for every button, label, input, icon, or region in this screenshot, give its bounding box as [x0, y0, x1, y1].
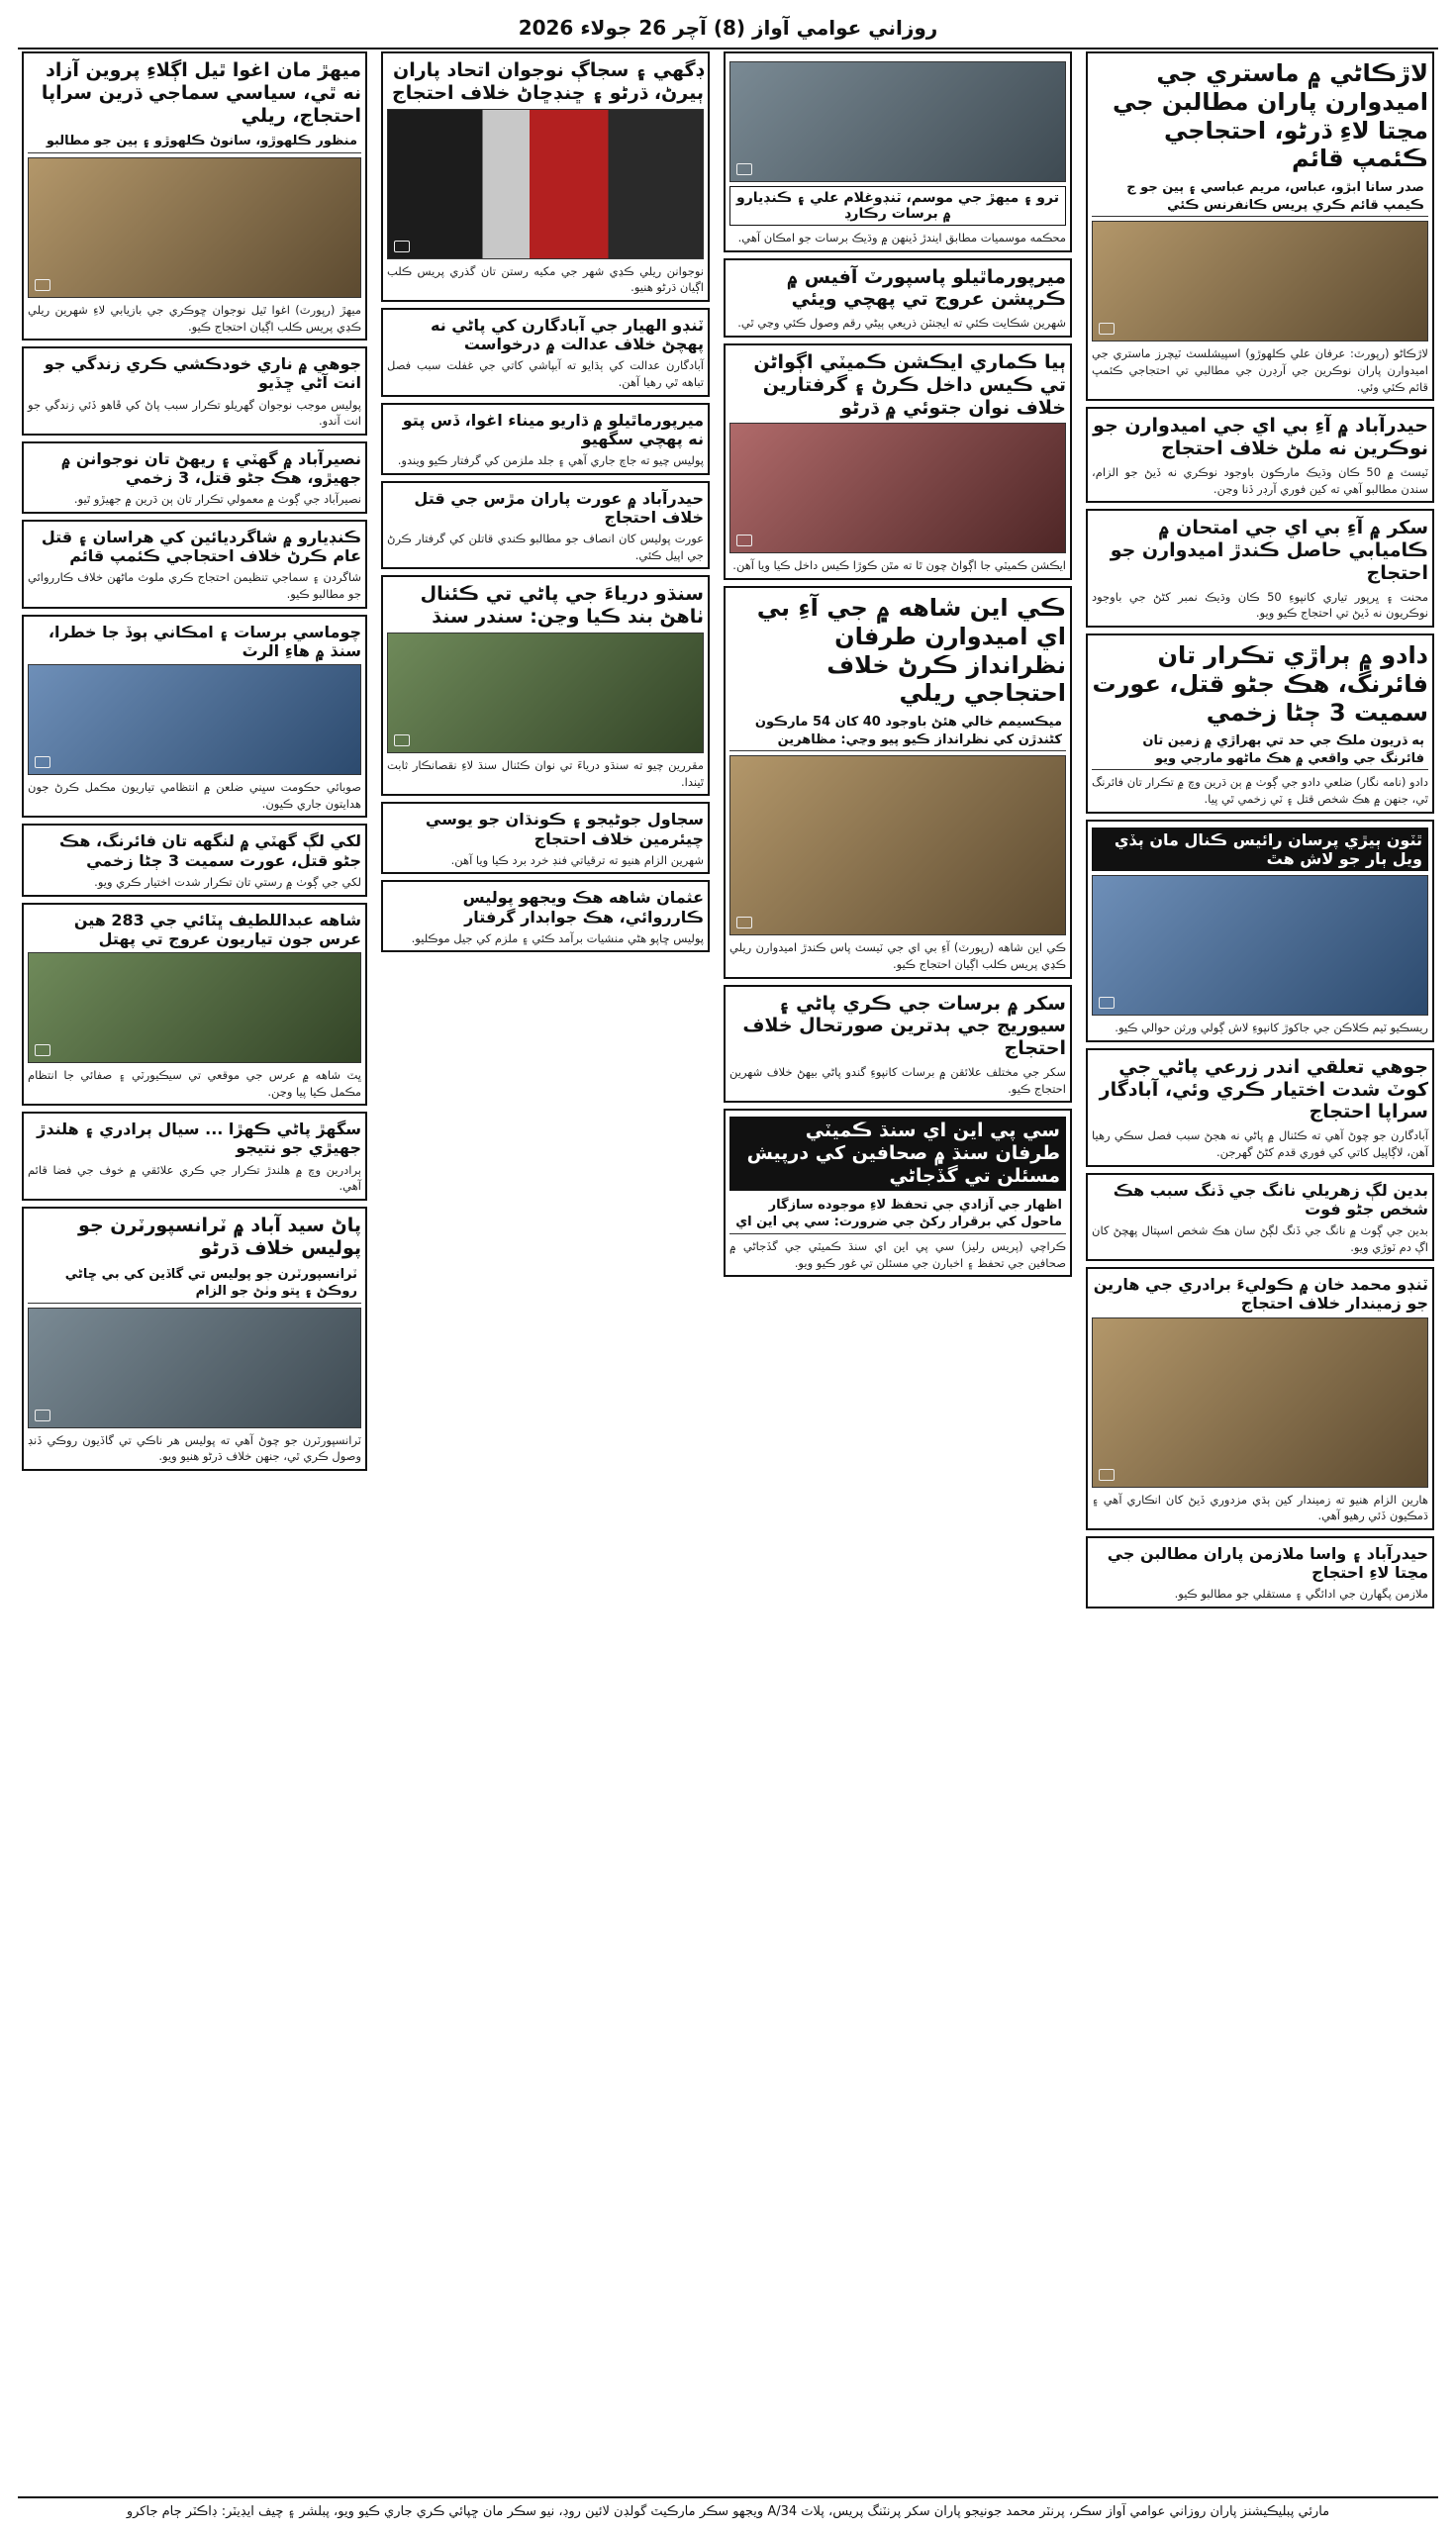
imprint-footer: مارئي پبليڪيشنز پاران روزاني عوامي آواز سڪر، پرنٽر محمد جونيجو پاران سکر پرنٽنگ پريس، پلاٽ A/34 ويجهو سڪر مارڪيٽ گولڊن لائين روڊ، نيو سڪر مان ڇپائي ڪري جاري ڪيو ويو، پبلشر ۽ چيف ايڊيٽر: ڊاڪٽر ڄام جاکرو	[18, 2496, 1438, 2524]
news-photo	[1092, 875, 1428, 1016]
story-monsoon-alert	[22, 615, 367, 819]
headline: پاڻ سيد آباد ۾ ٽرانسپورٽرن جو پوليس خلاف ڌرڻو	[78, 1214, 361, 1259]
story-body: سکر جي مختلف علائقن ۾ برسات کانپوءِ گندو پاڻي بيهڻ خلاف شهرين احتجاج ڪيو.	[729, 1065, 1066, 1096]
story-body: ٻرادرين وچ ۾ هلندڙ تڪرار جي ڪري علائقي ۾ خوف جي فضا قائم آهي.	[28, 1162, 361, 1194]
story-cpne	[724, 1109, 1072, 1277]
headline: سجاول جوڻيجو ۽ ڪونڌان جو يوسي چيئرمين خلاف احتجاج	[425, 810, 704, 848]
photo-icon	[35, 279, 50, 291]
story-larkana	[1086, 51, 1434, 401]
column-left	[18, 51, 371, 2486]
news-photo	[28, 664, 361, 775]
story-transporters	[22, 1207, 367, 1471]
story-sukkur-rain	[724, 985, 1072, 1104]
news-photo	[729, 61, 1066, 182]
photo-icon	[736, 163, 752, 175]
story-body: پوليس ڇاپو هڻي منشيات برآمد ڪئي ۽ ملزم کي جيل موڪليو.	[411, 930, 704, 945]
story-body: ڪي اين شاهه (رپورٽ) آءِ بي اي جي ٽيسٽ پاس ڪندڙ اميدوارن ريلي ڪڍي پريس ڪلب اڳيان احتجاج ڪيو.	[729, 940, 1066, 971]
subheadline: منظور ڪلهوڙو، سانوڻ ڪلهوڙو ۽ ٻين جو مطالبو	[28, 131, 361, 153]
photo-icon	[394, 734, 410, 746]
photo-icon	[35, 1044, 50, 1056]
story-body: نوجوانن ريلي ڪڍي شهر جي مکيه رستن تان گذري پريس ڪلب اڳيان ڌرڻو هنيو.	[387, 263, 704, 295]
story-body: بدين جي ڳوٺ ۾ نانگ جي ڏنگ لڳڻ سان هڪ شخص اسپتال پهچڻ کان اڳ دم ٽوڙي ويو.	[1092, 1222, 1428, 1254]
photo-icon	[1099, 323, 1115, 335]
story-body: شهرين الزام هنيو ته ترقياتي فنڊ خرد برد ڪيا ويا آهن.	[450, 852, 704, 867]
story-body: دادو (نامه نگار) ضلعي دادو جي ڳوٺ ۾ ٻن ڌرين وچ ۾ تڪرار تان فائرنگ ٿي، جنهن ۾ هڪ شخص قتل ۽ ٽي زخمي ٿي پيا.	[1092, 775, 1428, 807]
story-johi-suicide	[22, 346, 367, 436]
headline: ٻيا ڪماري ايڪشن ڪميٽي اڳواڻن تي ڪيس داخل ڪرڻ ۽ گرفتارين خلاف نوان جتوئي ۾ ڌرڻو	[753, 350, 1066, 419]
column-right	[1082, 51, 1438, 2486]
story-nasirabad	[22, 441, 367, 514]
news-photo	[28, 952, 361, 1063]
story-rally-flags	[381, 51, 710, 302]
headline: حيدرآباد ۽ واسا ملازمن پاران مطالبن جي مڃتا لاءِ احتجاج	[1107, 1544, 1428, 1583]
story-kandiaro	[22, 520, 367, 609]
column-middle-right	[720, 51, 1076, 2486]
story-body: شاگردن ۽ سماجي تنظيمن احتجاج ڪري ملوث ماڻهن خلاف ڪارروائي جو مطالبو ڪيو.	[28, 570, 361, 602]
headline: نصيرآباد ۾ گهٽي ۽ ريهڻ تان نوجوانن ۾ جهيڙو، هڪ جڻو قتل، 3 زخمي	[60, 449, 361, 488]
story-body: صوبائي حڪومت سڀني ضلعن ۾ انتظامي تياريون مڪمل ڪرڻ جون هدايتون جاري ڪيون.	[28, 780, 361, 811]
story-body: پوليس موجب نوجوان گهريلو تڪرار سبب پاڻ کي ڦاهو ڏئي زندگي جو انت آندو.	[28, 397, 361, 429]
headline: سکر ۾ برسات جي ڪري پاڻي ۽ سيوريج جي ٻدترين صورتحال خلاف احتجاج	[742, 992, 1066, 1060]
story-body: عورت پوليس کان انصاف جو مطالبو ڪندي قاتلن کي گرفتار ڪرڻ جي اپيل ڪئي.	[387, 532, 704, 562]
subheadline: ٽرانسپورٽرن جو پوليس تي گاڏين کي بي ڇاڻي روڪڻ ۽ ڀتو وٺڻ جو الزام	[28, 1264, 361, 1304]
photo-icon	[1099, 997, 1115, 1009]
story-body: ريسڪيو ٽيم ڪلاڪن جي جاکوڙ کانپوءِ لاش ڳولي ورثن حوالي ڪيو.	[1115, 1021, 1428, 1035]
photo-icon	[1099, 1469, 1115, 1481]
photo-icon	[394, 241, 410, 252]
story-body: ٽرانسپورٽرن جو چوڻ آهي ته پوليس هر ناڪي تي گاڏيون روڪي ڏنڊ وصول ڪري ٿي، جنهن خلاف ڌرڻو هنيو ويو.	[28, 1432, 361, 1464]
headline: ٿٽون ٻيڙي پرسان رائيس ڪنال مان ٻڏي ويل ٻار جو لاش هٿ	[1092, 828, 1428, 871]
headline: ترو ۽ ميهڙ جي موسم، ٽنڊوغلام علي ۽ ڪنڊيارو ۾ برسات رڪارڊ	[729, 186, 1066, 226]
story-body: هارين الزام هنيو ته زميندار کين ٻڌي مزدوري ڏيڻ کان انڪاري آهي ۽ ڌمڪيون ڏئي رهيو آهي.	[1092, 1492, 1428, 1523]
story-woman-protest	[381, 481, 710, 570]
story-body: نصيرآباد جي ڳوٺ ۾ معمولي تڪرار تان ٻن ڌرين ۾ جهيڙو ٿيو.	[73, 492, 361, 507]
subheadline: ٻه ڌريون ملڪ جي حد تي ٻهراڙي ۾ زمين تان فائرنگ جي واقعي ۾ هڪ ماڻهو مارجي ويو	[1092, 731, 1428, 770]
headline: چوماسي برسات ۽ امڪاني ٻوڏ جا خطرا، سنڌ ۾ هاءِ الرٽ	[48, 622, 361, 660]
headline: ڪنڊيارو ۾ شاگرديائين کي هراسان ۽ قتل عام ڪرڻ خلاف احتجاجي ڪئمپ قائم	[41, 528, 361, 566]
story-sajawal	[381, 802, 710, 874]
headline: بدين لڳ زهريلي نانگ جي ڏنگ سبب هڪ شخص جڻو فوت	[1113, 1180, 1428, 1218]
headline: شاهه عبداللطيف ڀٽائي جي 283 هين عرس جون تياريون عروج تي پهتل	[73, 910, 361, 948]
headline: عثمان شاهه هڪ ويجهو پوليس ڪارروائي، هڪ جوابدار گرفتار	[462, 888, 704, 926]
headline: لکي لڳ گهٽي ۾ لنگهه تان فائرنگ، هڪ جڻو قتل، عورت سميت 3 ڄڻا زخمي	[59, 831, 361, 870]
story-tando-allahyar	[381, 308, 710, 397]
story-sial-clash	[22, 1112, 367, 1201]
headline: دادو ۾ ٻراڙي تڪرار تان فائرنگ، هڪ جڻو قتل، عورت سميت 3 ڄڻا زخمي	[1092, 640, 1428, 727]
story-body: شهرين شڪايت ڪئي ته ايجنٽن ذريعي ٻيڻي رقم وصول ڪئي وڃي ٿي.	[737, 316, 1066, 331]
story-bhitai-urs	[22, 903, 367, 1107]
headline: جوهي تعلقي اندر زرعي پاڻي جي کوٽ شدت اختيار ڪري وئي، آبادگار سراپا احتجاج	[1099, 1055, 1428, 1123]
story-body: ڀٽ شاهه ۾ عرس جي موقعي تي سيڪيورٽي ۽ صفائي جا انتظام مڪمل ڪيا پيا وڃن.	[28, 1067, 361, 1099]
story-body: لاڙڪاڻو (رپورٽ: عرفان علي ڪلهوڙو) اسپيشلسٽ ٽيچرز ماستري جي اميدوارن پاران نوڪرين جي آرڊرن جي مطالبي تي احتجاجي ڪئمپ قائم ڪئي وئي.	[1092, 346, 1428, 394]
headline: حيدرآباد ۾ عورت پاران مڙس جي قتل خلاف احتجاج	[414, 488, 704, 527]
column-middle-left	[377, 51, 714, 2486]
news-photo	[28, 157, 361, 298]
headline: ڪي اين شاهه ۾ جي آءِ بي اي اميدوارن طرفان نظرانداز ڪرڻ خلاف احتجاجي ريلي	[756, 594, 1066, 708]
news-photo	[1092, 221, 1428, 341]
news-photo	[729, 423, 1066, 553]
story-body: ٽيسٽ ۾ 50 ڪان وڌيڪ مارڪون باوجود نوڪري نه ڏيڻ جو الزام، سندن مطالبو آهي ته کين فوري آرڊر ڏنا وڃن.	[1092, 464, 1428, 496]
story-hyderabad-ibi	[1086, 407, 1434, 503]
story-tando-khan	[1086, 1267, 1434, 1530]
story-mehar-rally	[22, 51, 367, 341]
photo-icon	[736, 535, 752, 546]
story-indus-canals	[381, 575, 710, 796]
headline: ٽنڊو محمد خان ۾ ڪوليءَ برادري جي هارين جو زميندار خلاف احتجاج	[1093, 1275, 1428, 1314]
story-dadu	[1086, 634, 1434, 814]
headline: ڊگهي ۽ سجاڳ نوجوان اتحاد پاران ٻيرڻ، ڌرڻو ۽ ڇنڊڇاڻ خلاف احتجاج	[392, 59, 704, 104]
story-kn-shah	[724, 586, 1072, 979]
story-thatton-rescue	[1086, 820, 1434, 1042]
story-body: ملازمن پگهارن جي ادائگي ۽ مستقلي جو مطالبو ڪيو.	[1174, 1587, 1428, 1602]
subheadline: صدر سانا ابڙو، عباس، مريم عباسي ۽ ٻين جو ج ڪيمپ قائم ڪري پريس ڪانفرنس ڪئي	[1092, 177, 1428, 217]
news-photo	[729, 755, 1066, 935]
story-body: لکي جي ڳوٺ ۾ رستي تان تڪرار شدت اختيار ڪري ويو.	[94, 874, 361, 889]
photo-icon	[736, 917, 752, 928]
headline: ميرپورماٿيلو پاسپورٽ آفيس ۾ ڪرپشن عروج تي پهچي ويئي	[787, 265, 1066, 311]
story-body: آبادگارن جو چوڻ آهي ته ڪئنال ۾ پاڻي نه هجڻ سبب فصل سڪي رهيا آهن، لاڳاپيل کاتي کي فوري قدم کڻڻ گهرجن.	[1092, 1128, 1428, 1159]
headline: سي پي اين اي سنڌ ڪميٽي طرفان سنڌ ۾ صحافين کي درپيش مسئلن تي گڏجاڻي	[729, 1117, 1066, 1190]
story-passport	[724, 258, 1072, 338]
story-badin-snake	[1086, 1173, 1434, 1262]
story-action-committee	[724, 343, 1072, 580]
story-body: ايڪشن ڪميٽي جا اڳواڻ چون ٿا ته مٿن ڪوڙا ڪيس داخل ڪيا ويا آهن.	[732, 558, 1066, 573]
news-photo	[28, 1308, 361, 1428]
news-photo	[387, 633, 704, 753]
photo-icon	[35, 1410, 50, 1421]
headline: سگهڙ پاڻي ڪهڙا ... سيال ٻرادري ۽ هلندڙ جهيڙي جو نتيجو	[37, 1120, 361, 1158]
story-body: پوليس چيو ته جاچ جاري آهي ۽ جلد ملزمن کي گرفتار ڪيو ويندو.	[397, 453, 704, 468]
story-body: محنت ۽ ڀرپور تياري کانپوءِ 50 ڪان وڌيڪ نمبر کڻڻ جي باوجود نوڪريون نه ڏيڻ تي احتجاج ڪيو ويو.	[1092, 589, 1428, 621]
news-photo	[387, 109, 704, 259]
story-lakki	[22, 824, 367, 896]
headline: ٽنڊو الهيار جي آبادگارن کي پاڻي نه پهچڻ خلاف عدالت ۾ درخواست	[431, 315, 704, 354]
headline: ميرپورماٿيلو ۾ ڌاريو ميناء اغوا، ڏس پتو نه پهچي سگهيو	[402, 410, 704, 448]
headline: جوهي ۾ ناري خودڪشي ڪري زندگي جو انت آڻي ڇڏيو	[44, 354, 361, 393]
story-sukkur-ibi	[1086, 509, 1434, 628]
story-body: محڪمه موسميات مطابق ايندڙ ڏينهن ۾ وڌيڪ برسات جو امڪان آهي.	[737, 231, 1066, 244]
story-body: ميهڙ (رپورٽ) اغوا ٿيل نوجوان ڇوڪري جي بازيابي لاءِ شهرين ريلي ڪڍي پريس ڪلب اڳيان احتجاج ڪيو.	[28, 302, 361, 334]
news-photo	[1092, 1317, 1428, 1488]
story-wasa	[1086, 1536, 1434, 1608]
story-body: ڪراچي (پريس رليز) سي پي اين اي سنڌ ڪميٽي جي گڏجاڻي ۾ صحافين جي تحفظ ۽ اخبارن جي مسئلن تي غور ڪيو ويو.	[729, 1238, 1066, 1270]
story-body: آبادگارن عدالت کي ٻڌايو ته آبپاشي کاتي جي غفلت سبب فصل تباهه ٿي رهيا آهن.	[387, 358, 704, 389]
headline: سکر ۾ آءِ بي اي جي امتحان ۾ ڪاميابي حاصل ڪندڙ اميدوارن جو احتجاج	[1110, 517, 1428, 584]
story-mirpur-kidnap	[381, 403, 710, 475]
photo-icon	[35, 756, 50, 768]
subheadline: ميڪسيمم خالي هئڻ باوجود 40 کان 54 مارڪون کڻندڙن کي نظرانداز ڪيو پيو وڃي: مظاهرين	[729, 712, 1066, 751]
headline: حيدرآباد ۾ آءِ بي اي جي اميدوارن جو نوڪرين نه ملڻ خلاف احتجاج	[1093, 415, 1428, 460]
headline: ميهڙ مان اغوا ٿيل اڳلاءِ پروين آزاد نه ٿي، سياسي سماجي ڌرين سراپا احتجاج، ريلي	[41, 59, 361, 127]
story-ibi-hyderabad-main	[724, 51, 1072, 252]
masthead: روزاني عوامي آواز (8) آچر 26 جولاء 2026	[18, 8, 1438, 49]
headline: سنڌو درياءَ جي پاڻي تي ڪئنال ٺاهڻ بند ڪيا وڃن: سندر سنڌ	[420, 583, 704, 629]
article-grid	[18, 51, 1438, 2486]
story-usman-shah	[381, 880, 710, 952]
story-johi-water	[1086, 1048, 1434, 1167]
story-body: مقررين چيو ته سنڌو درياءَ تي نوان ڪئنال سنڌ لاءِ نقصانڪار ثابت ٿيندا.	[387, 758, 704, 789]
headline: لاڙڪاڻي ۾ ماستري جي اميدوارن پاران مطالبن جي مڃتا لاءِ ڌرڻو، احتجاجي ڪئمپ قائم	[1112, 59, 1428, 173]
subheadline: اظهار جي آزادي جي تحفظ لاءِ موجوده سازگار ماحول کي برقرار رکڻ جي ضرورت: سي پي اين اي	[729, 1195, 1066, 1234]
